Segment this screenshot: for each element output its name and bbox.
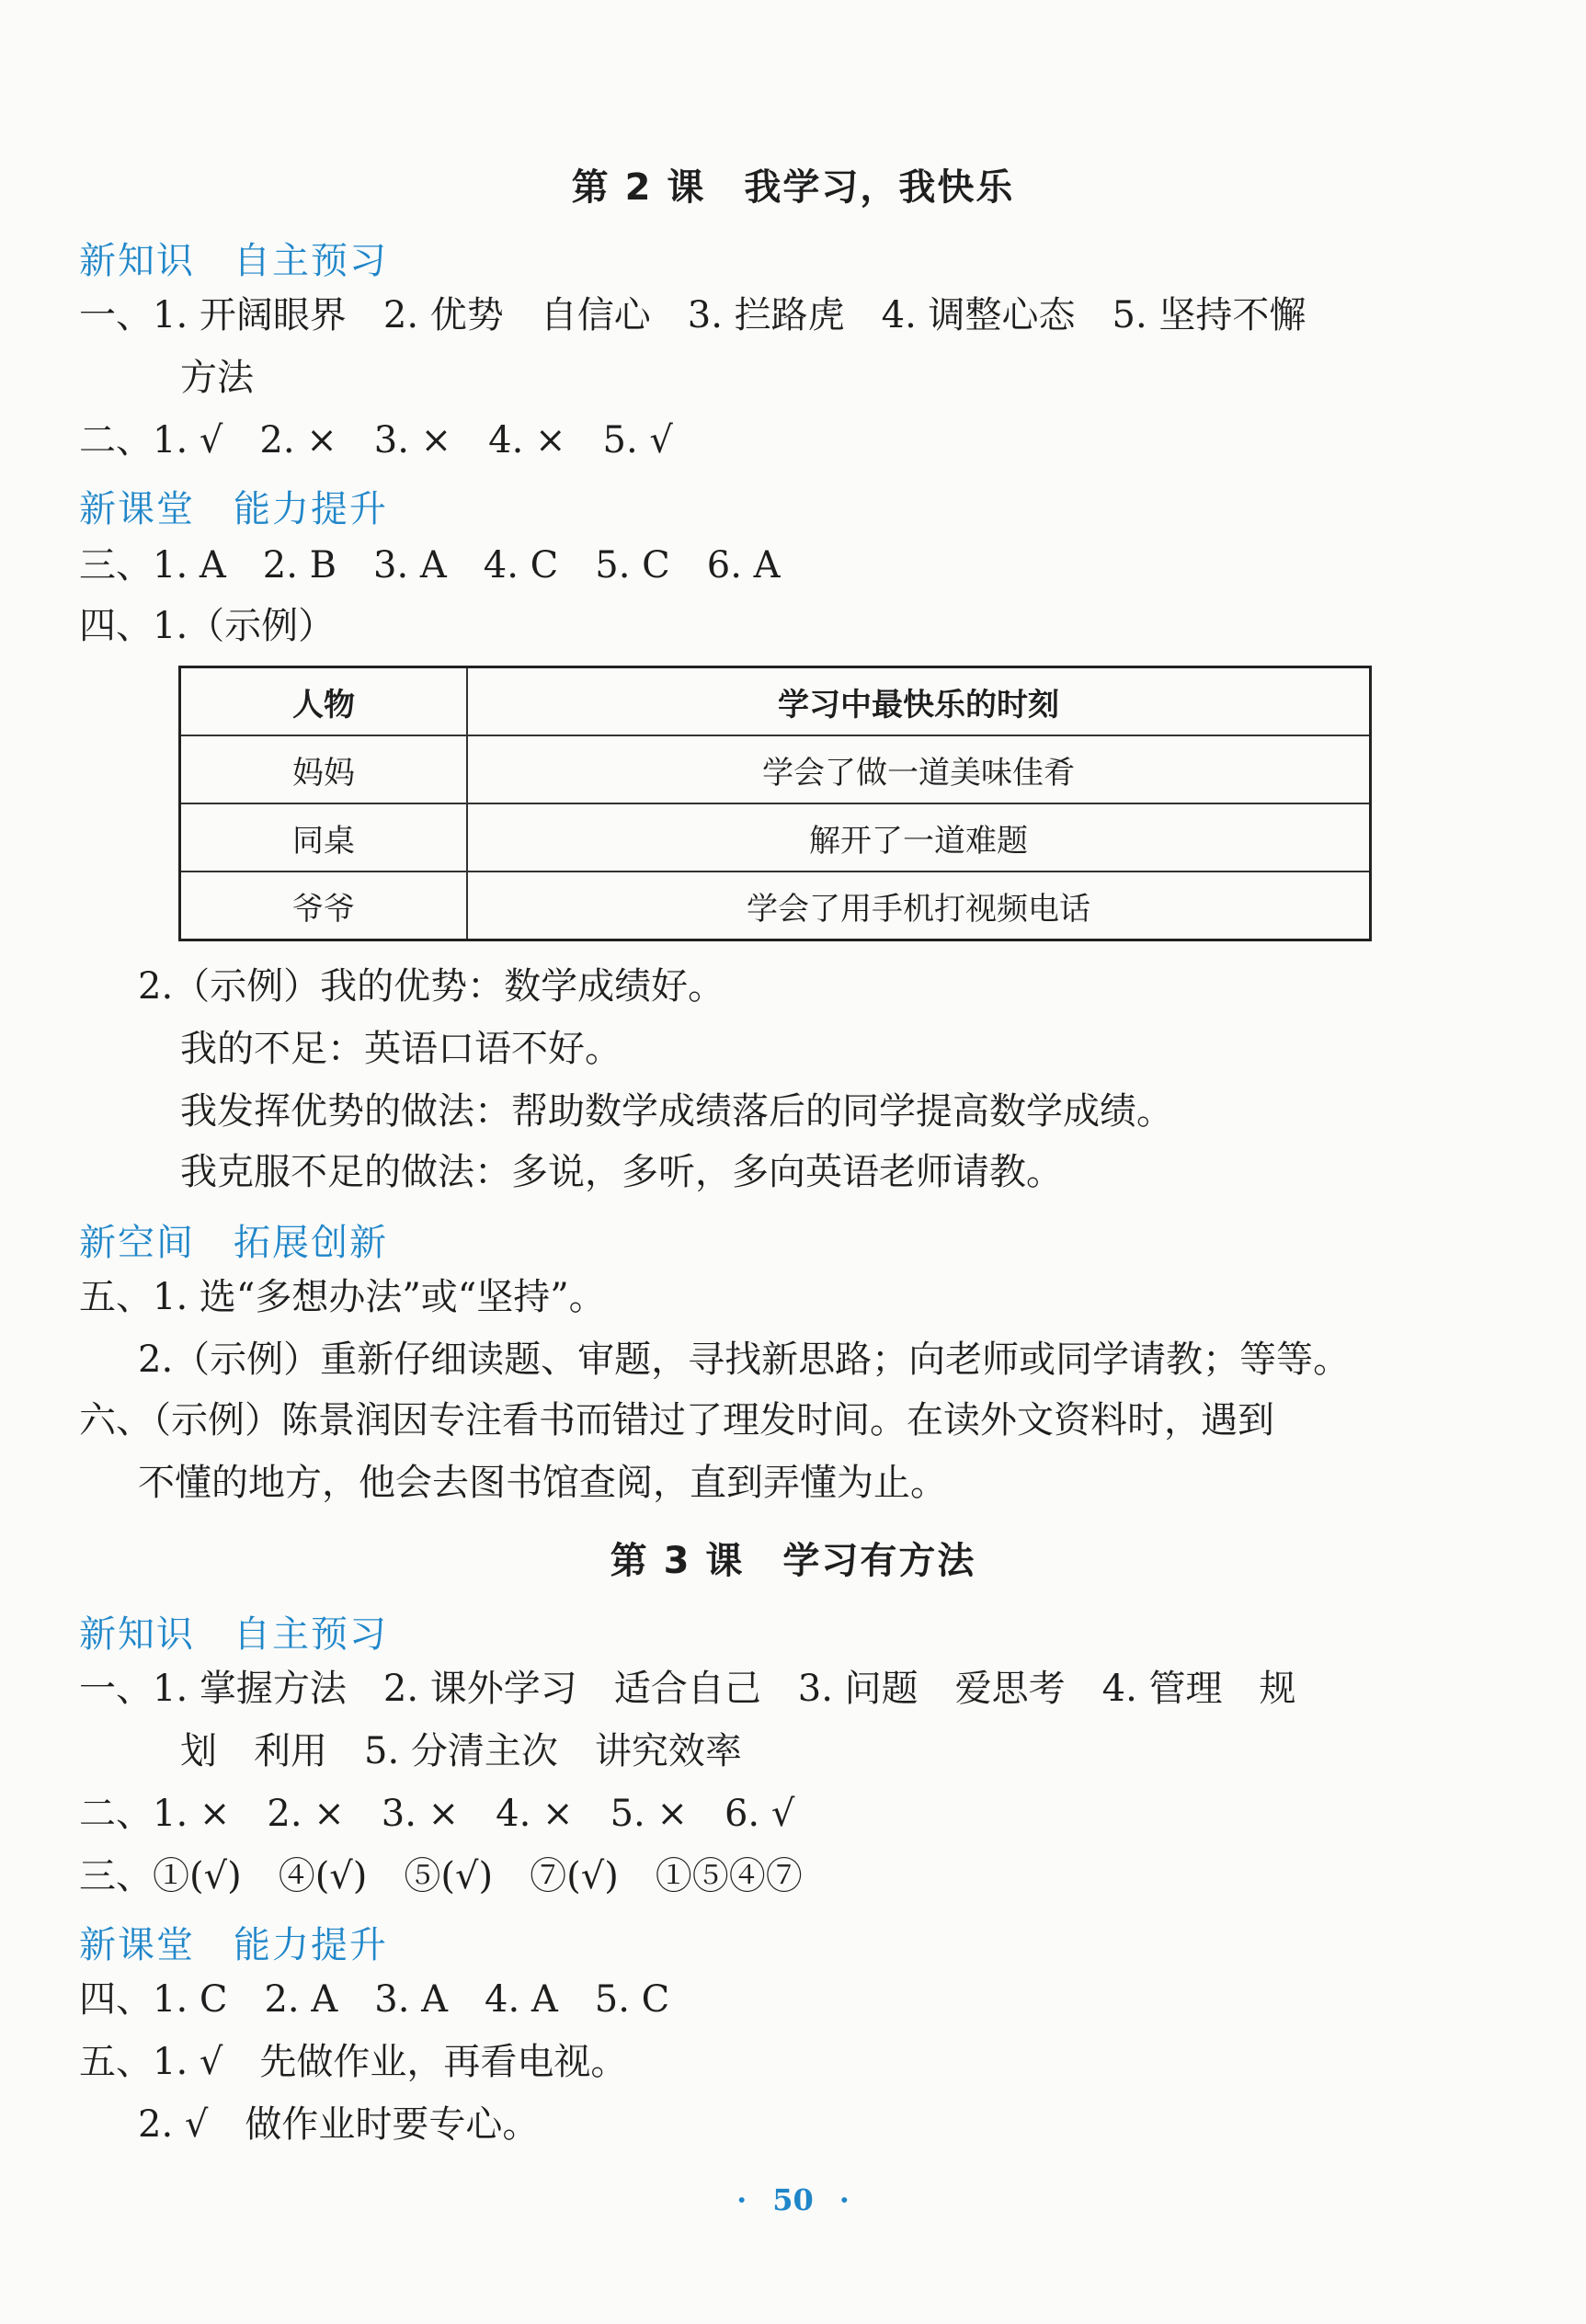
section-heading-new-knowledge: 新知识 自主预习	[79, 1613, 388, 1656]
dot-icon: ·	[736, 2182, 747, 2217]
answer-line: 2. √ 做作业时要专心。	[138, 2103, 540, 2146]
table-header-row	[180, 667, 1371, 736]
table-header: 人物	[180, 667, 468, 736]
answer-line: 我发挥优势的做法：帮助数学成绩落后的同学提高数学成绩。	[180, 1090, 1173, 1133]
section-heading-new-knowledge: 新知识 自主预习	[79, 240, 388, 282]
table-cell: 同桌	[180, 803, 468, 872]
table-cell: 学会了做一道美味佳肴	[467, 735, 1371, 803]
answer-line: 五、1. √ 先做作业，再看电视。	[79, 2041, 628, 2083]
section-heading-new-classroom: 新课堂 能力提升	[79, 1924, 388, 1966]
table-row	[180, 803, 1371, 872]
dot-icon: ·	[839, 2182, 850, 2217]
table-cell: 爷爷	[180, 872, 468, 940]
lesson-3-title: 第 3 课 学习有方法	[610, 1540, 976, 1582]
answer-line: 2.（示例）重新仔细读题、审题，寻找新思路；向老师或同学请教；等等。	[138, 1339, 1351, 1381]
answer-line: 三、①(√) ④(√) ⑤(√) ⑦(√) ①⑤④⑦	[79, 1855, 803, 1897]
answer-line: 划 利用 5. 分清主次 讲究效率	[180, 1730, 742, 1772]
answer-line: 二、1. √ 2. × 3. × 4. × 5. √	[79, 419, 673, 461]
section-heading-new-classroom: 新课堂 能力提升	[79, 488, 388, 530]
table-header: 学习中最快乐的时刻	[467, 667, 1371, 736]
answer-line: 我克服不足的做法：多说，多听，多向英语老师请教。	[180, 1151, 1063, 1193]
section-heading-new-space: 新空间 拓展创新	[79, 1222, 388, 1264]
table-cell: 妈妈	[180, 735, 468, 803]
answer-line: 四、1.（示例）	[79, 605, 336, 647]
table-cell: 解开了一道难题	[467, 803, 1371, 872]
answer-line: 四、1. C 2. A 3. A 4. A 5. C	[79, 1978, 670, 2021]
table-cell: 学会了用手机打视频电话	[467, 872, 1371, 940]
answer-line: 2.（示例）我的优势：数学成绩好。	[138, 965, 725, 1008]
answer-line: 方法	[180, 357, 254, 399]
page-number-value: 50	[772, 2182, 814, 2217]
page-number	[0, 2182, 1586, 2217]
table-row	[180, 872, 1371, 940]
answer-line: 三、1. A 2. B 3. A 4. C 5. C 6. A	[79, 544, 781, 587]
answer-line: 不懂的地方，他会去图书馆查阅，直到弄懂为止。	[138, 1462, 947, 1504]
answer-line: 五、1. 选“多想办法”或“坚持”。	[79, 1276, 606, 1318]
answer-line: 我的不足：英语口语不好。	[180, 1028, 622, 1070]
table-row	[180, 735, 1371, 803]
answer-line: 二、1. × 2. × 3. × 4. × 5. × 6. √	[79, 1793, 795, 1835]
answer-table	[178, 666, 1372, 941]
answer-line: 一、1. 开阔眼界 2. 优势 自信心 3. 拦路虎 4. 调整心态 5. 坚持不懈	[79, 294, 1306, 336]
answer-line: 一、1. 掌握方法 2. 课外学习 适合自己 3. 问题 爱思考 4. 管理 规	[79, 1668, 1296, 1710]
lesson-2-title: 第 2 课 我学习，我快乐	[571, 166, 1015, 209]
answer-line: 六、（示例）陈景润因专注看书而错过了理发时间。在读外文资料时，遇到	[79, 1399, 1274, 1441]
